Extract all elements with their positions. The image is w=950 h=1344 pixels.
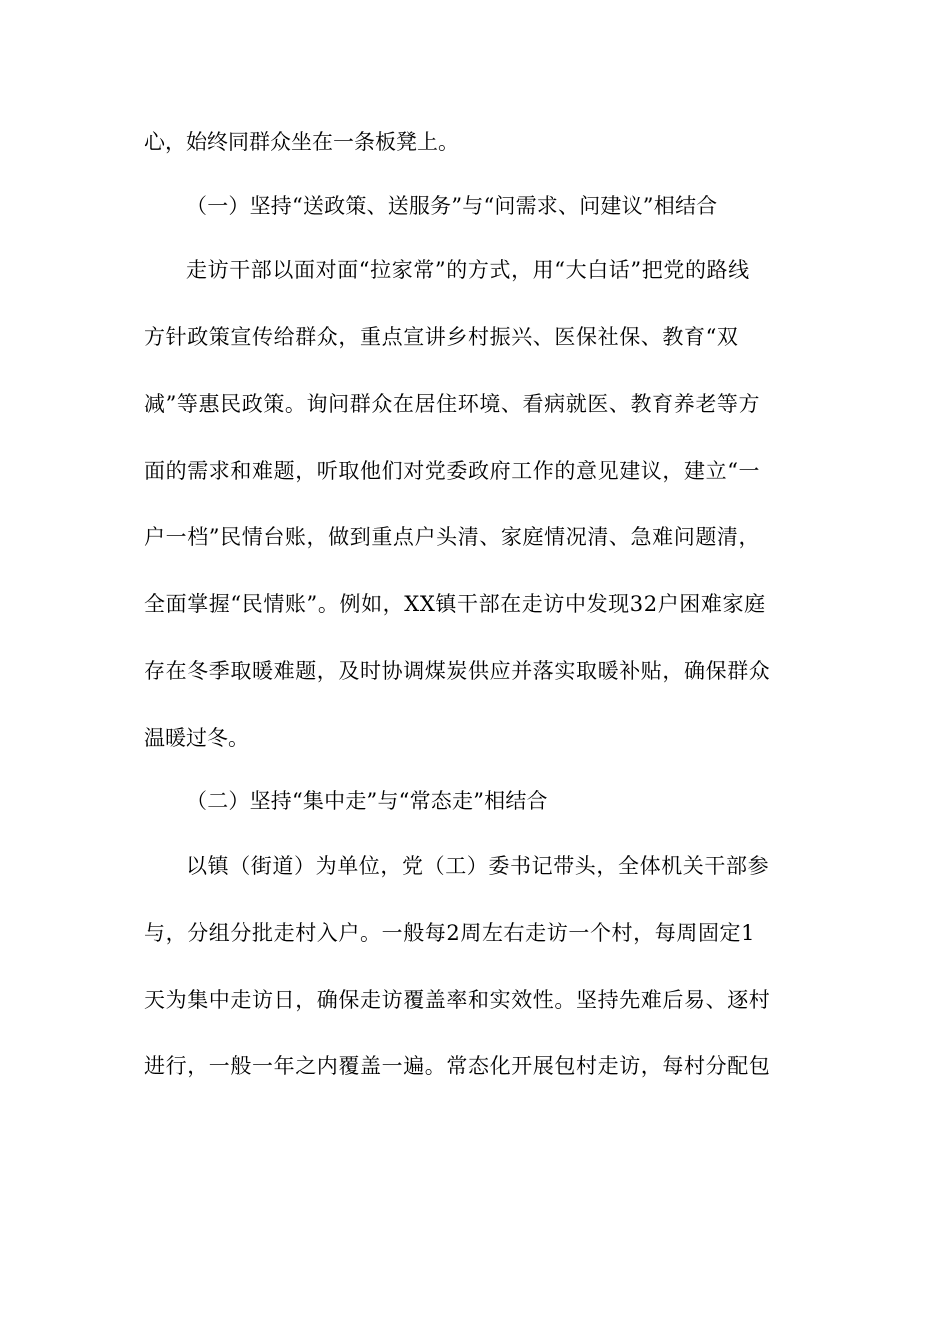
paragraph-line: 以镇（街道）为单位，党（工）委书记带头，全体机关干部参: [186, 854, 770, 878]
paragraph-line: 减”等惠民政策。询问群众在居住环境、看病就医、教育养老等方: [144, 392, 761, 416]
paragraph-line: 走访干部以面对面“拉家常”的方式，用“大白话”把党的路线: [186, 258, 750, 282]
paragraph-line: 与，分组分批走村入户。一般每2周左右走访一个村，每周固定1: [144, 921, 756, 945]
paragraph-line: 温暖过冬。: [144, 726, 249, 750]
paragraph-line: 面的需求和难题，听取他们对党委政府工作的意见建议，建立“一: [144, 459, 761, 483]
paragraph-line: 进行，一般一年之内覆盖一遍。常态化开展包村走访，每村分配包: [144, 1054, 771, 1078]
paragraph-line: 存在冬季取暖难题，及时协调煤炭供应并落实取暖补贴，确保群众: [144, 659, 771, 683]
paragraph-line: 户一档”民情台账，做到重点户头清、家庭情况清、急难问题清，: [144, 525, 761, 549]
paragraph-line: 天为集中走访日，确保走访覆盖率和实效性。坚持先难后易、逐村: [144, 988, 771, 1012]
section-heading-1: （一）坚持“送政策、送服务”与“问需求、问建议”相结合: [186, 194, 718, 218]
paragraph-line: 方针政策宣传给群众，重点宣讲乡村振兴、医保社保、教育“双: [144, 325, 739, 349]
paragraph-line: 全面掌握“民情账”。例如，XX镇干部在走访中发现32户困难家庭: [144, 592, 766, 616]
paragraph-line: 心，始终同群众坐在一条板凳上。: [144, 130, 459, 154]
section-heading-2: （二）坚持“集中走”与“常态走”相结合: [186, 789, 548, 813]
